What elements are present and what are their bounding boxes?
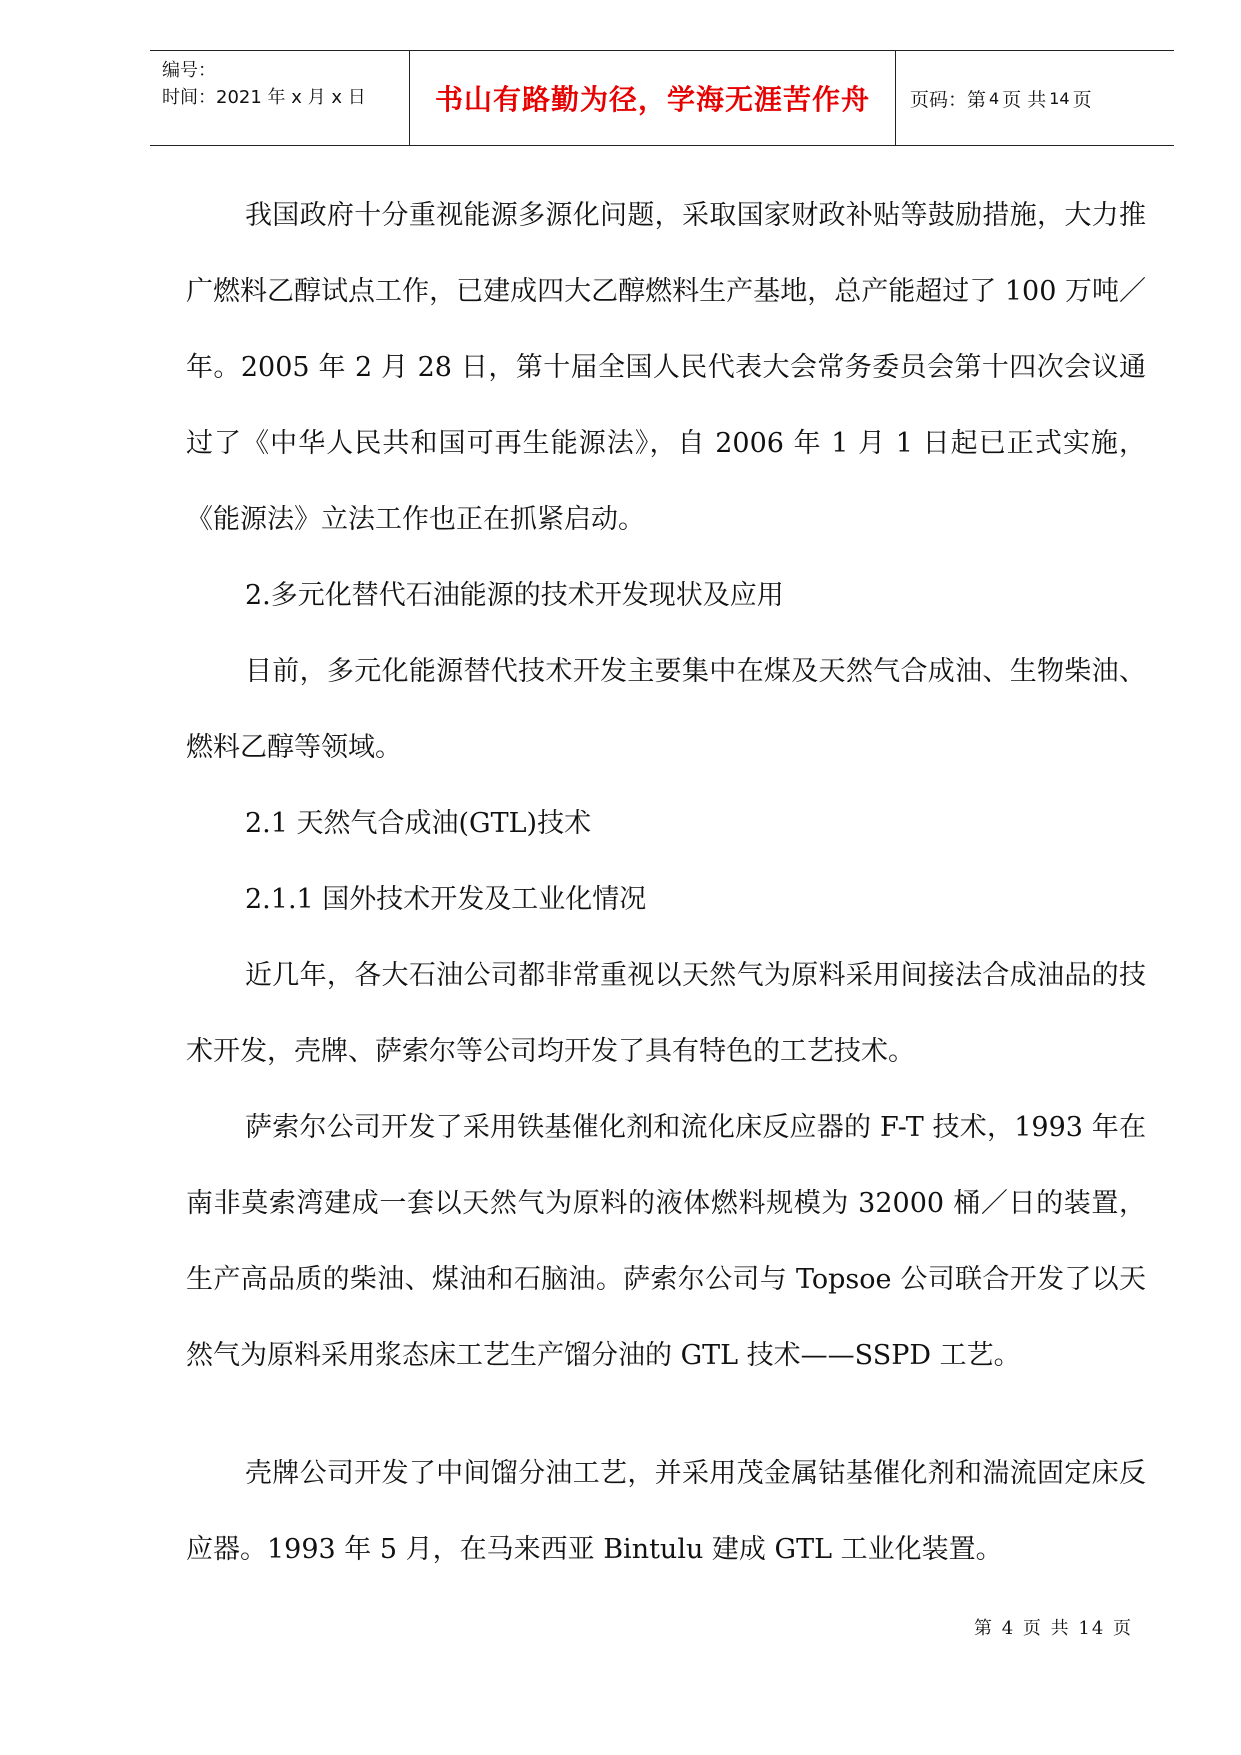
page-total-number: 14 [1049, 88, 1070, 108]
paragraph-shell: 壳牌公司开发了中间馏分油工艺，并采用茂金属钴基催化剂和湍流固定床反应器。1993 年 5 月，在马来西亚 Bintulu 建成 GTL 工业化装置。 [186, 1458, 1146, 1565]
paragraph-overview: 目前，多元化能源替代技术开发主要集中在煤及天然气合成油、生物柴油、燃料乙醇等领域。 [186, 656, 1146, 763]
header-motto-cell [410, 51, 896, 145]
document-body [186, 178, 1146, 1588]
paragraph-sasol: 萨索尔公司开发了采用铁基催化剂和流化床反应器的 F-T 技术，1993 年在南非莫索湾建成一套以天然气为原料的液体燃料规模为 32000 桶／日的装置，生产高品质的柴油、煤油和石脑油。萨索尔公司与 Topsoe 公司联合开发了以天然气为原料采用浆态床工艺生产馏分油的 GTL 技术——SSPD 工艺。 [186, 1112, 1146, 1371]
section-heading-2-1-1: 2.1.1 国外技术开发及工业化情况 [245, 884, 647, 915]
header-page-cell [896, 51, 1174, 145]
header-motto: 书山有路勤为径，学海无涯苦作舟 [434, 83, 870, 116]
document-number-label: 编号： [162, 60, 216, 81]
page-suffix: 页 [1072, 88, 1092, 111]
paragraph-oil-companies: 近几年，各大石油公司都非常重视以天然气为原料采用间接法合成油品的技术开发，壳牌、萨索尔等公司均开发了具有特色的工艺技术。 [186, 960, 1146, 1067]
paragraph-policy: 我国政府十分重视能源多源化问题，采取国家财政补贴等鼓励措施，大力推广燃料乙醇试点工作，已建成四大乙醇燃料生产基地，总产能超过了 100 万吨／年。2005 年 2 月 28 日，第十届全国人民代表大会常务委员会第十四次会议通过了《中华人民共和国可再生能源法》，自 2006 年 1 月 1 日起已正式实施，《能源法》立法工作也正在抓紧启动。 [186, 200, 1146, 535]
page-mid-text: 页 共 [1002, 88, 1047, 111]
header-meta-cell [150, 51, 410, 145]
page-prefix: 页码：第 [910, 88, 987, 111]
section-heading-2: 2.多元化替代石油能源的技术开发现状及应用 [245, 580, 784, 611]
section-heading-2-1: 2.1 天然气合成油(GTL)技术 [245, 808, 592, 839]
document-time-label: 时间：2021 年 x 月 x 日 [162, 87, 366, 108]
page-header [150, 50, 1174, 146]
page-footer: 第 4 页 共 14 页 [974, 1618, 1133, 1639]
page-current-number: 4 [989, 88, 1000, 108]
